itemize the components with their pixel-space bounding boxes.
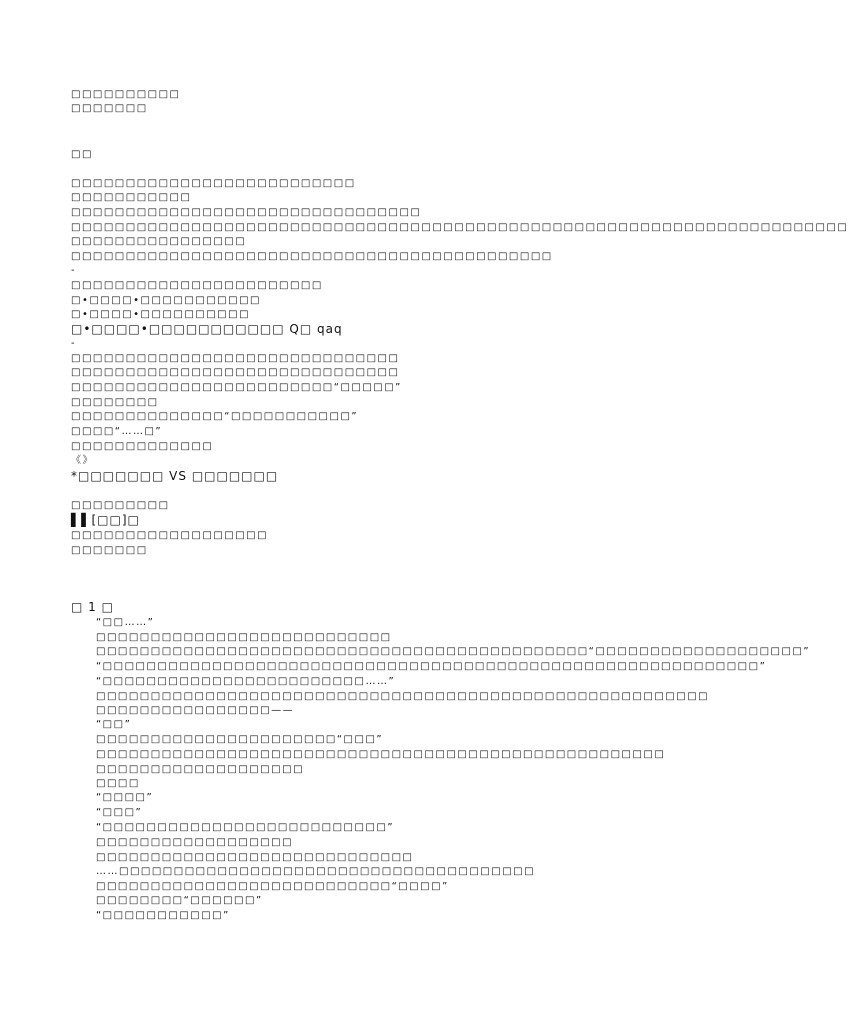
text-line: □□□□□□□ — [71, 545, 148, 556]
paragraph-line: “□□” — [96, 719, 132, 730]
section-title: □□ — [71, 149, 93, 160]
text-line: □□□□□□□□□□□□□□□□□□□□□□□□□□□□□□ — [71, 353, 400, 364]
paragraph-line: “□□……” — [96, 617, 155, 628]
paragraph-line: □□□□□□□□□□□□□□□□□□□□□□□□□□□□□□□□□□□□□□□□□□□□□□□□□□□□□□□□ — [96, 691, 710, 702]
text-line: □□□□□□□□□ — [71, 500, 170, 511]
dash-separator: - — [71, 338, 77, 349]
text-line: □□□□□□□□□□□□□□□□□□□□□□□□□□ — [71, 178, 356, 189]
paragraph-line: □□□□□□□□□□□□□□□□—— — [96, 705, 295, 716]
text-line: □□□□□□□□□□□□□□□□□□ — [71, 530, 269, 541]
list-item: □•□□□□•□□□□□□□□□□ — [71, 309, 251, 320]
paragraph-line: □□□□□□□□“□□□□□□” — [96, 895, 263, 906]
text-line: □□□□□□□□□□□□□□□□□□□□□□□□□□□□□□ — [71, 367, 400, 378]
paragraph-line: “□□□□” — [96, 792, 154, 803]
paragraph-line: □□□□□□□□□□□□□□□□□□□□□□□□□□□ — [96, 632, 392, 643]
text-line: □□□□□□□□ — [71, 397, 159, 408]
paragraph-line: □□□□ — [96, 778, 140, 789]
text-line: □□□□□□□□□□□□□□□□□□□□□□□□□□□□□□□□□□□□□□□□□□□□ — [71, 251, 553, 262]
paragraph-line: “□□□□□□□□□□□□□□□□□□□□□□□□□□” — [96, 822, 395, 833]
paragraph-line: □□□□□□□□□□□□□□□□□□□□□□□□□□□□□□□□□□□□□□□□□□□□□“□□□□□□□□□□□□□□□□□□□” — [96, 646, 811, 657]
text-line: □□□□□□□□□□□□□□□□□□□□□□□ — [71, 280, 323, 291]
paragraph-line: “□□□” — [96, 807, 143, 818]
paragraph-line: “□□□□□□□□□□□□□□□□□□□□□□□□……” — [96, 676, 396, 687]
text-line: □□□□□□□□□□□□□□□□ — [71, 236, 247, 247]
book-title-brackets: 《》 — [71, 455, 94, 466]
paragraph-line: “□□□□□□□□□□□□□□□□□□□□□□□□□□□□□□□□□□□□□□□□□□□□□□□□□□□□□□□□□□□□” — [96, 661, 767, 672]
dash-separator: - — [71, 265, 77, 276]
header-line-2: □□□□□□□ — [71, 103, 148, 114]
paragraph-line: □□□□□□□□□□□□□□□□□□□□□□□□□□□“□□□□” — [96, 881, 449, 892]
paragraph-line: ……□□□□□□□□□□□□□□□□□□□□□□□□□□□□□□□□□□□□□□ — [96, 866, 536, 877]
list-item: □•□□□□•□□□□□□□□□□□ — [71, 295, 261, 306]
chapter-heading: □ 1 □ — [71, 600, 114, 614]
paragraph-line: □□□□□□□□□□□□□□□□□□□□□□□□□□□□□□□□□□□□□□□□□□□□□□□□□□□□ — [96, 749, 666, 760]
text-line: □□□□□□□□□□□□□ — [71, 441, 214, 452]
text-line: □□□□□□□□□□□□□□□□□□□□□□□□□□□□□□□□ — [71, 207, 422, 218]
text-line: ▌▌[□□]□ — [71, 513, 140, 527]
paragraph-line: □□□□□□□□□□□□□□□□□□□□□□□□□□□□□ — [96, 852, 414, 863]
text-line: □□□□□□□□□□□ — [71, 192, 192, 203]
text-line: □□□□□□□□□□□□□□“□□□□□□□□□□□” — [71, 411, 359, 422]
text-line: □□□□□□□□□□□□□□□□□□□□□□□□□□□□□□□□□□□□□□□□□□□□□□□□□□□□□□□□□□□□□□□□□□□□□□□ — [71, 222, 848, 233]
paragraph-line: □□□□□□□□□□□□□□□□□□ — [96, 837, 294, 848]
text-line: □□□□“……□” — [71, 426, 163, 437]
paragraph-line: □□□□□□□□□□□□□□□□□□□ — [96, 764, 305, 775]
paragraph-line: □□□□□□□□□□□□□□□□□□□□□□“□□□” — [96, 734, 384, 745]
header-line-1: □□□□□□□□□□ — [71, 89, 181, 100]
text-line: □□□□□□□□□□□□□□□□□□□□□□□□“□□□□□” — [71, 382, 402, 393]
paragraph-line: “□□□□□□□□□□□” — [96, 910, 230, 921]
list-item: □•□□□□•□□□□□□□□□□□ Q□ qaq — [71, 322, 343, 336]
text-line: *□□□□□□□ VS □□□□□□□ — [71, 469, 279, 483]
